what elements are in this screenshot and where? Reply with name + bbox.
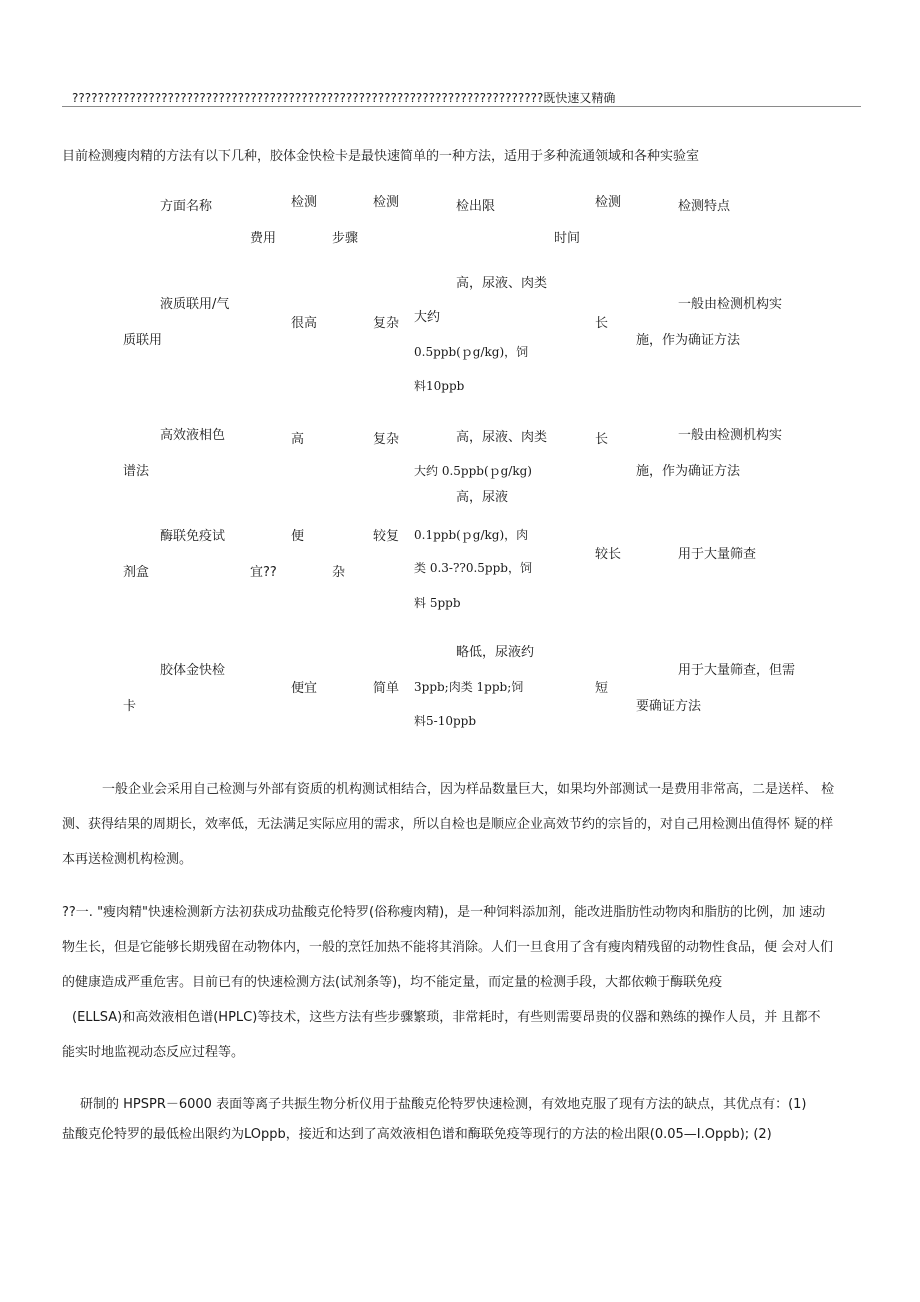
row4-time: 短	[595, 681, 609, 696]
th-cost-b: 费用	[250, 231, 277, 246]
row1-limit-1: 高，尿液、肉类	[456, 276, 548, 291]
row3-time: 较长	[595, 547, 622, 562]
row1-cost: 很高	[291, 316, 318, 331]
row3-steps-a: 较复	[373, 529, 400, 544]
p1-line-2: 测、获得结果的周期长，效率低，无法满足实际应用的需求，所以自检也是顺应企业高效节约的宗旨的，对自己用检测出值得怀 疑的样	[62, 817, 834, 832]
row4-limit-2: 3ppb;肉类 1ppb;饲	[414, 680, 524, 694]
th-steps-b: 步骤	[332, 231, 359, 246]
paragraph-new-method	[62, 895, 862, 1070]
row3-feature: 用于大量筛查	[678, 547, 757, 562]
p2-line-4: (ELLSA)和高效液相色谱(HPLC)等技术，这些方法有些步骤繁琐，非常耗时，有些则需要昂贵的仪器和熟练的操作人员，并 且都不	[72, 1010, 821, 1025]
row1-limit-3: 0.5ppb(ｐg/kg)，饲	[414, 345, 529, 359]
th-name: 方面名称	[160, 199, 213, 214]
row4-name-b: 卡	[123, 699, 137, 714]
row2-name-a: 高效液相色	[160, 428, 226, 443]
th-limit: 检出限	[456, 199, 496, 214]
th-time-a: 检测	[595, 195, 622, 210]
paragraph-hpspr	[62, 1090, 862, 1150]
row4-limit-3: 料5-10ppb	[414, 714, 477, 728]
row3-name-b: 剂盒	[123, 565, 150, 580]
row4-feature-b: 要确证方法	[636, 699, 702, 714]
row4-steps: 简单	[373, 681, 400, 696]
page-header: ??????????????????????????????????????????????????????????????????????????既快速又精确	[72, 91, 616, 105]
row3-limit-2: 0.1ppb(ｐg/kg)，肉	[414, 528, 529, 542]
row2-feature-b: 施，作为确证方法	[636, 464, 741, 479]
p2-line-3: 的健康造成严重危害。目前已有的快速检测方法(试剂条等)，均不能定量，而定量的检测手段，大都依赖于酶联免疫	[62, 975, 723, 990]
row1-time: 长	[595, 316, 609, 331]
header-rule	[62, 106, 861, 107]
row2-feature-a: 一般由检测机构实	[678, 428, 783, 443]
row3-limit-1: 高，尿液	[456, 490, 509, 505]
p3-line-1: 研制的 HPSPR－6000 表面等离子共振生物分析仪用于盐酸克伦特罗快速检测，有效地克服了现有方法的缺点，其优点有：(1)	[80, 1097, 807, 1112]
row1-limit-4: 料10ppb	[414, 379, 465, 393]
p1-line-3: 本再送检测机构检测。	[62, 852, 193, 867]
th-cost-a: 检测	[291, 195, 318, 210]
intro-text: 目前检测瘦肉精的方法有以下几种，胶体金快检卡是最快速简单的一种方法，适用于多种流通领域和各种实验室	[62, 149, 700, 164]
row3-name-a: 酶联免疫试	[160, 529, 226, 544]
paragraph-enterprise-testing	[62, 772, 862, 877]
p1-line-1: 一般企业会采用自己检测与外部有资质的机构测试相结合，因为样品数量巨大，如果均外部测试一是费用非常高，二是送样、 检	[102, 782, 835, 797]
row2-name-b: 谱法	[123, 464, 150, 479]
row4-name-a: 胶体金快检	[160, 663, 226, 678]
row1-limit-2: 大约	[414, 310, 441, 325]
row3-limit-4: 料 5ppb	[414, 596, 461, 610]
th-time-b: 时间	[554, 231, 581, 246]
row1-name-a: 液质联用/气	[160, 297, 230, 312]
row3-cost-a: 便	[291, 529, 305, 544]
row2-limit-1: 高，尿液、肉类	[456, 430, 548, 445]
row2-cost: 高	[291, 432, 305, 447]
row3-limit-3: 类 0.3-??0.5ppb，饲	[414, 561, 532, 575]
p2-line-1: ??一. "瘦肉精"快速检测新方法初获成功盐酸克伦特罗(俗称瘦肉精)，是一种饲料添加剂，能改进脂肪性动物肉和脂肪的比例，加 速动	[62, 905, 826, 920]
th-feature: 检测特点	[678, 199, 731, 214]
row2-limit-2: 大约 0.5ppb(ｐg/kg)	[414, 464, 532, 478]
row4-feature-a: 用于大量筛查，但需	[678, 663, 796, 678]
row1-steps: 复杂	[373, 316, 400, 331]
p2-line-2: 物生长，但是它能够长期残留在动物体内，一般的烹饪加热不能将其消除。人们一旦食用了含有瘦肉精残留的动物性食品，便 会对人们	[62, 940, 834, 955]
th-steps-a: 检测	[373, 195, 400, 210]
row3-steps-b: 杂	[332, 565, 346, 580]
row4-limit-1: 略低，尿液约	[456, 645, 535, 660]
p2-line-5: 能实时地监视动态反应过程等。	[62, 1045, 245, 1060]
p3-line-2: 盐酸克伦特罗的最低检出限约为LOppb，接近和达到了高效液相色谱和酶联免疫等现行的方法的检出限(0.05—I.Oppb); (2)	[62, 1127, 772, 1142]
row1-feature-a: 一般由检测机构实	[678, 297, 783, 312]
row1-name-b: 质联用	[123, 333, 163, 348]
row2-steps: 复杂	[373, 432, 400, 447]
row1-feature-b: 施，作为确证方法	[636, 333, 741, 348]
row3-cost-b: 宜??	[250, 565, 277, 580]
row2-time: 长	[595, 432, 609, 447]
row4-cost: 便宜	[291, 681, 318, 696]
